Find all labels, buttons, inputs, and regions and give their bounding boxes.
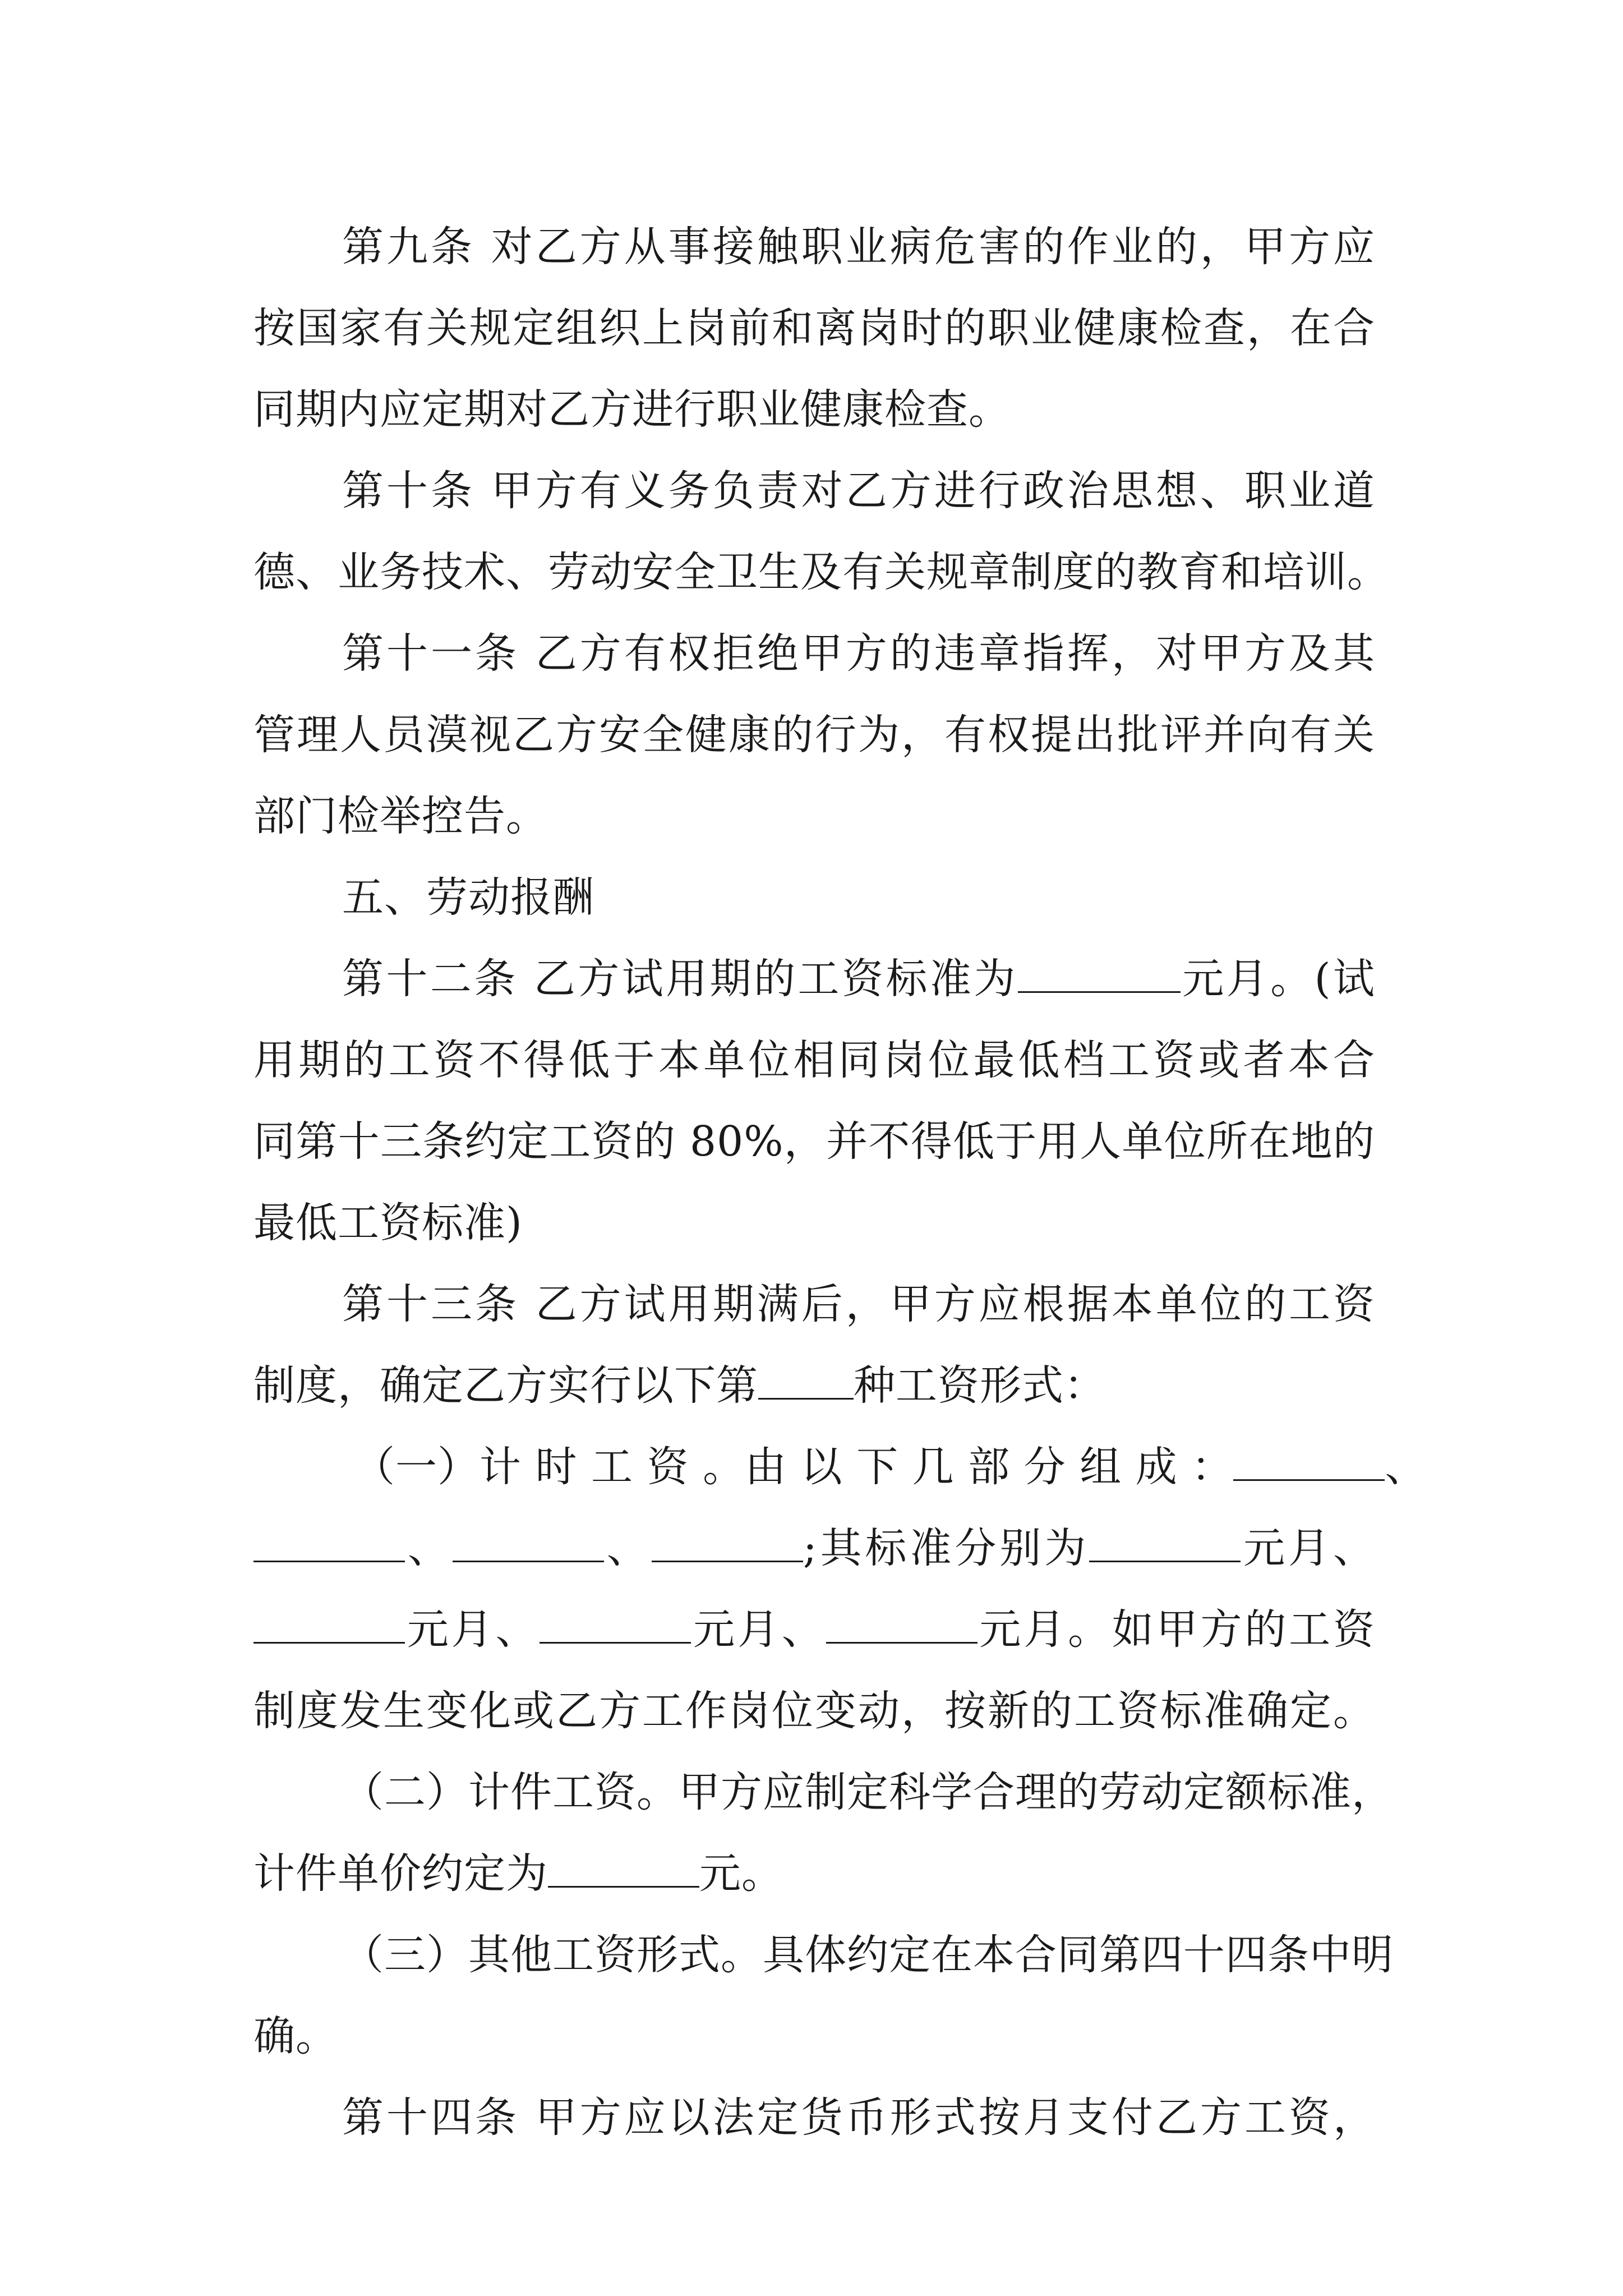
- probation-wage-blank: [1018, 956, 1181, 993]
- article-12-line-2: 用期的工资不得低于本单位相同岗位最低档工资或者本合: [253, 1036, 1375, 1084]
- time-wage-text-c: 、: [405, 1524, 453, 1572]
- article-10-line-2: 德、业务技术、劳动安全卫生及有关规章制度的教育和培训。: [253, 548, 1389, 596]
- article-9-line-3: 同期内应定期对乙方进行职业健康检查。: [253, 385, 1011, 434]
- time-wage-text-f: 元月、: [1241, 1524, 1376, 1572]
- wage-standard-blank-3: [540, 1607, 691, 1644]
- article-10-line-1: 第十条 甲方有义务负责对乙方进行政治思想、职业道: [342, 467, 1375, 515]
- article-11-line-2: 管理人员漠视乙方安全健康的行为，有权提出批评并向有关: [253, 711, 1375, 759]
- piece-wage-text-b: 元。: [699, 1849, 783, 1898]
- wage-component-blank-3: [453, 1526, 604, 1562]
- article-12-line-3: 同第十三条约定工资的 80%，并不得低于用人单位所在地的: [253, 1117, 1375, 1166]
- wage-form-blank: [758, 1363, 854, 1400]
- wage-component-blank-4: [652, 1526, 803, 1562]
- wage-standard-blank-4: [826, 1607, 978, 1644]
- article-12-text-b: 元月。(试: [1180, 955, 1375, 1003]
- time-wage-text-g: 元月、: [405, 1605, 540, 1654]
- other-wage-line-2: 确。: [253, 2012, 338, 2060]
- time-wage-text-i: 元月。如甲方的工资: [977, 1605, 1376, 1654]
- other-wage-line-1: （三）其他工资形式。具体约定在本合同第四十四条中明: [342, 1931, 1394, 1979]
- article-9-line-1: 第九条 对乙方从事接触职业病危害的作业的，甲方应: [342, 223, 1375, 271]
- article-11-line-1: 第十一条 乙方有权拒绝甲方的违章指挥，对甲方及其: [342, 629, 1375, 678]
- article-12-text-a: 第十二条 乙方试用期的工资标准为: [342, 955, 1018, 1003]
- article-13-text-a: 制度，确定乙方实行以下第: [253, 1361, 758, 1410]
- wage-component-blank-1: [1233, 1444, 1385, 1481]
- time-wage-text-h: 元月、: [691, 1605, 826, 1654]
- section-heading-labor-pay: 五、劳动报酬: [342, 873, 594, 922]
- article-13-line-1: 第十三条 乙方试用期满后，甲方应根据本单位的工资: [342, 1280, 1375, 1328]
- wage-standard-blank-2: [253, 1607, 405, 1644]
- article-11-line-3: 部门检举控告。: [253, 792, 548, 840]
- time-wage-text-b: 、: [1385, 1443, 1427, 1491]
- time-wage-line-4: 制度发生变化或乙方工作岗位变动，按新的工资标准确定。: [253, 1687, 1375, 1735]
- piece-wage-line-1: （二）计件工资。甲方应制定科学合理的劳动定额标准，: [342, 1768, 1394, 1816]
- wage-standard-blank-1: [1089, 1526, 1241, 1562]
- article-12-line-4: 最低工资标准): [253, 1199, 523, 1247]
- piece-wage-text-a: 计件单价约定为: [253, 1849, 548, 1898]
- time-wage-text-d: 、: [603, 1524, 652, 1572]
- time-wage-text-e: ;其标准分别为: [803, 1524, 1090, 1572]
- wage-component-blank-2: [253, 1526, 405, 1562]
- article-9-line-2: 按国家有关规定组织上岗前和离岗时的职业健康检查，在合: [253, 304, 1375, 352]
- article-14-line-1: 第十四条 甲方应以法定货币形式按月支付乙方工资，: [342, 2093, 1375, 2142]
- article-13-text-b: 种工资形式：: [854, 1361, 1106, 1410]
- time-wage-text-a: （一）计 时 工 资 。由 以 下 几 部 分 组 成 ：: [353, 1443, 1234, 1491]
- piece-rate-blank: [548, 1851, 699, 1888]
